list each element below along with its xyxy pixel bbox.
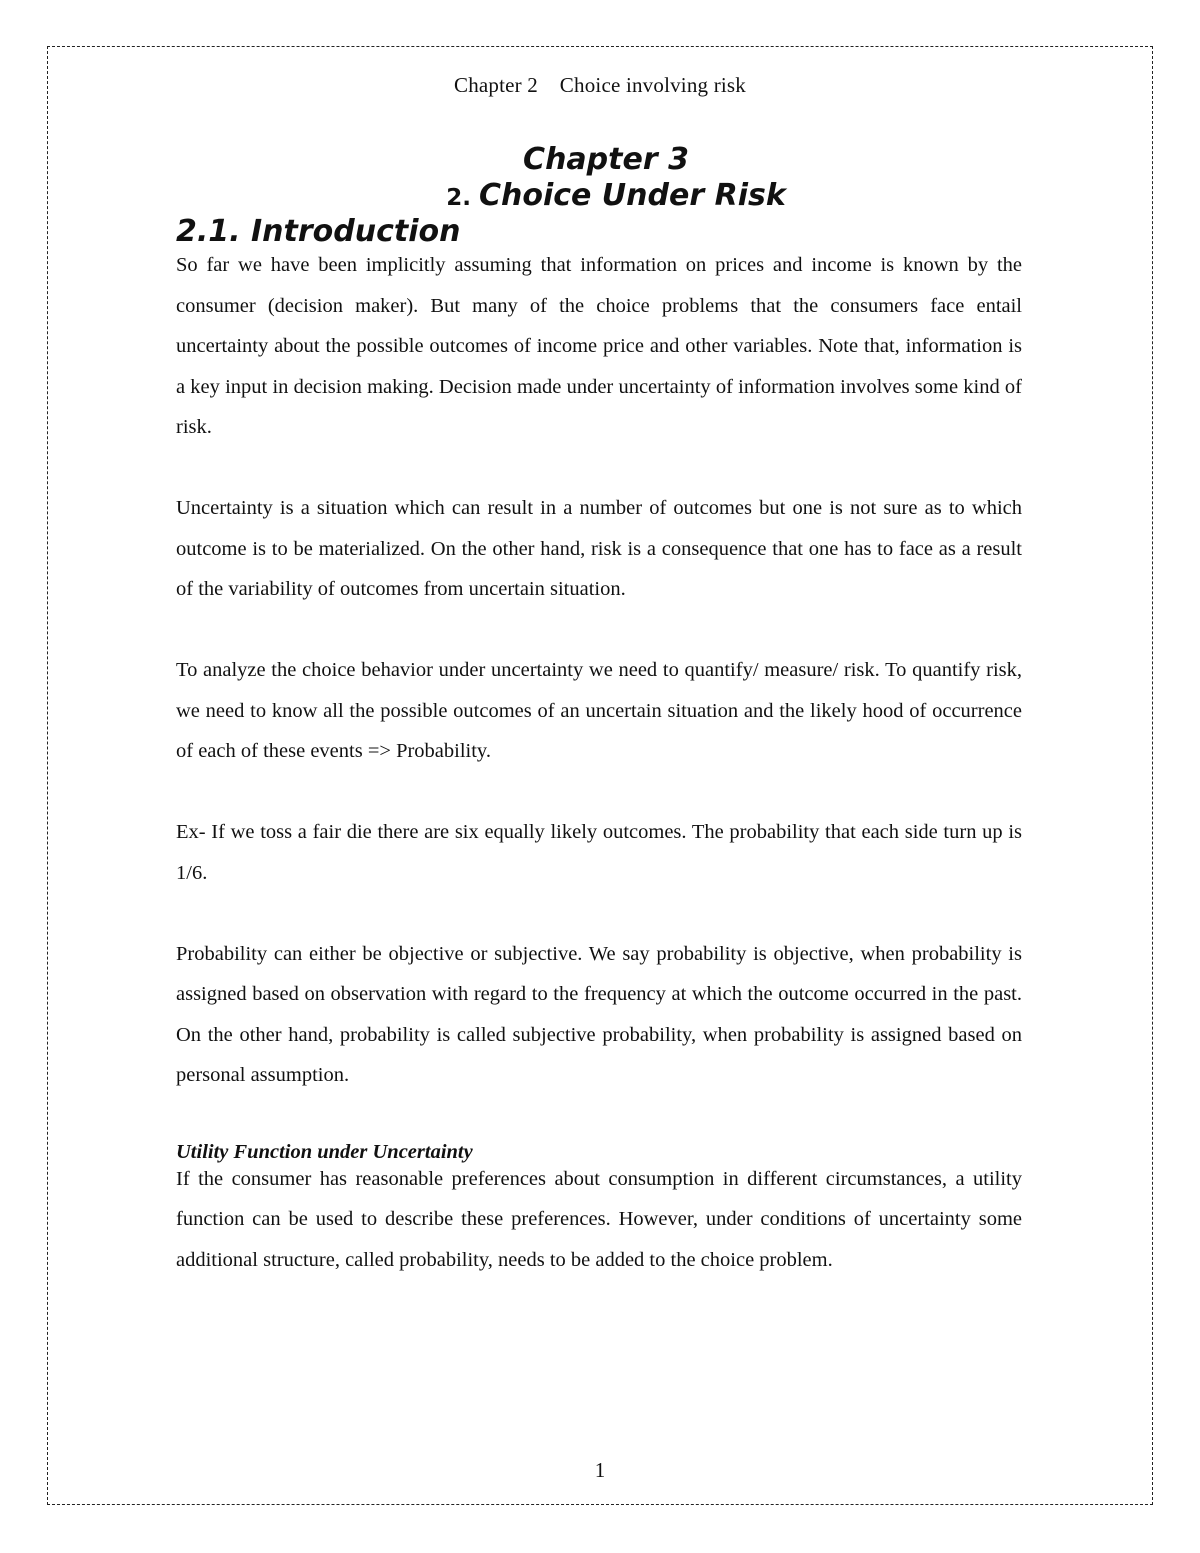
section-heading: 2.1. Introduction <box>176 214 461 249</box>
body-content <box>176 245 1022 1280</box>
chapter-name: Choice Under Risk <box>478 178 786 213</box>
chapter-number: 2. <box>446 185 471 211</box>
body-paragraph: So far we have been implicitly assuming that information on prices and income is known by the consumer (decision maker). But many of the choice problems that the consumers face entail uncertainty about the possible outcomes of income price and other variables. Note that, information is a key input in decision making. Decision made under uncertainty of information involves some kind of risk. <box>176 254 1022 438</box>
page-number: 1 <box>594 1458 606 1482</box>
chapter-title: Chapter 3 <box>523 142 689 177</box>
subsection-heading: Utility Function under Uncertainty <box>176 1140 473 1163</box>
running-header: Chapter 2 Choice involving risk <box>453 73 746 97</box>
body-paragraph: Probability can either be objective or subjective. We say probability is objective, when probability is assigned based on observation with regard to the frequency at which the outcome occurred in the past. On the other hand, probability is called subjective probability, when probability is assigned based on personal assumption. <box>176 942 1022 1086</box>
body-paragraph: To analyze the choice behavior under uncertainty we need to quantify/ measure/ risk. To quantify risk, we need to know all the possible outcomes of an uncertain situation and the likely hood of occurrence of each of these events => Probability. <box>176 659 1022 762</box>
chapter-subtitle <box>0 178 1200 216</box>
body-paragraph: Uncertainty is a situation which can result in a number of outcomes but one is not sure as to which outcome is to be materialized. On the other hand, risk is a consequence that one has to face as a result of the variability of outcomes from uncertain situation. <box>176 497 1022 600</box>
body-paragraph: Ex- If we toss a fair die there are six equally likely outcomes. The probability that each side turn up is 1/6. <box>176 821 1022 884</box>
body-paragraph: If the consumer has reasonable preferences about consumption in different circumstances, a utility function can be used to describe these preferences. However, under conditions of uncertainty some additional structure, called probability, needs to be added to the choice problem. <box>176 1167 1022 1271</box>
